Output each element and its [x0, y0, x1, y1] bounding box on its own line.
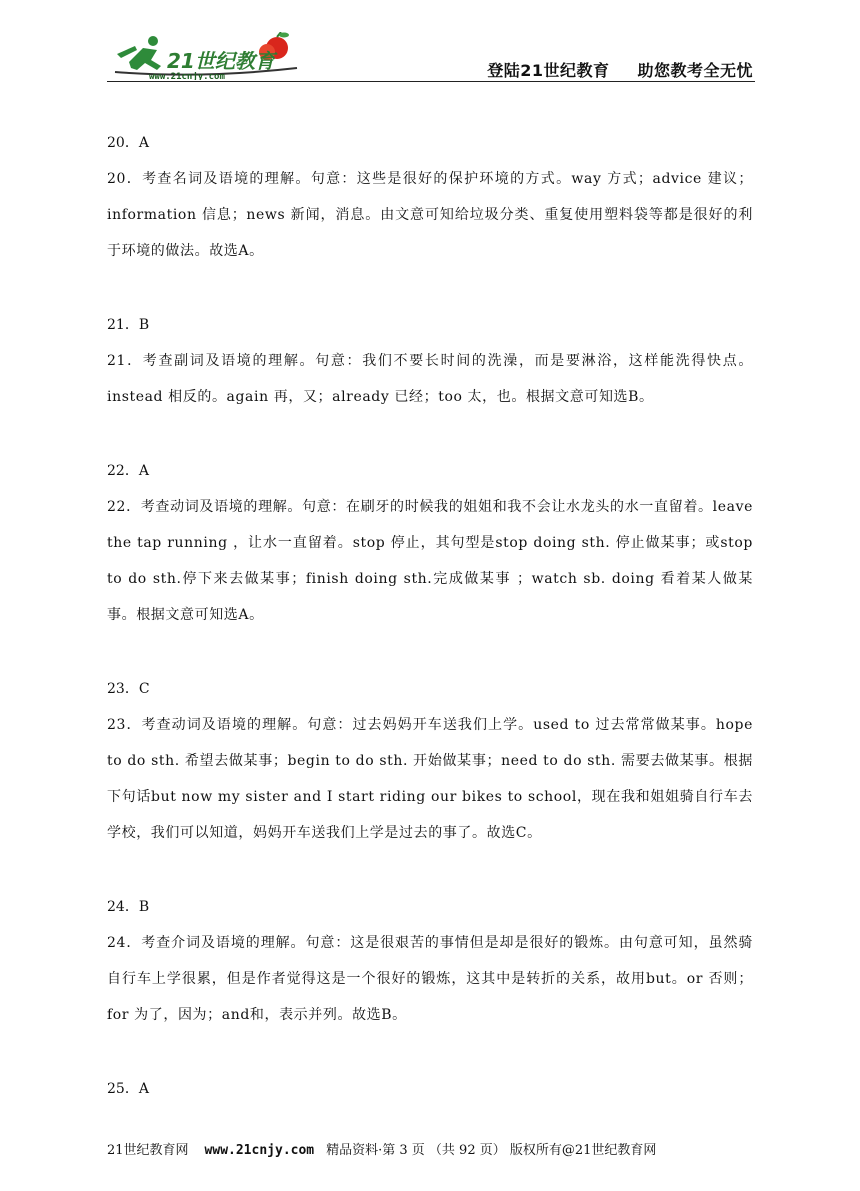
explanation-text: 24．考查介词及语境的理解。句意：这是很艰苦的事情但是却是很好的锻炼。由句意可知，虽然骑自行车上学很累，但是作者觉得这是一个很好的锻炼，这其中是转折的关系，故用but。or 否则；for 为了，因为；and和，表示并列。故选B。 [107, 935, 753, 1023]
answer-explanations [107, 125, 753, 1107]
21cnjy-logo [107, 32, 307, 80]
page-footer [107, 1139, 755, 1158]
footer-site-url[interactable]: www.21cnjy.com [204, 1143, 315, 1158]
answer-line: 20．A [107, 135, 149, 151]
header-slogan [487, 58, 753, 81]
question-20 [107, 125, 753, 269]
answer-line: 21．B [107, 317, 150, 333]
svg-text:21世纪教育: 21世纪教育 [167, 49, 275, 73]
question-24 [107, 889, 753, 1033]
explanation-text: 21．考查副词及语境的理解。句意：我们不要长时间的洗澡，而是要淋浴，这样能洗得快点。instead 相反的。again 再，又；already 已经；too 太，也。根据文意可知选B。 [107, 353, 753, 405]
footer-page-info: 精品资料·第 3 页 （共 92 页） 版权所有@21世纪教育网 [326, 1143, 657, 1158]
slogan-right: 助您教考全无忧 [637, 61, 753, 80]
answer-line: 22．A [107, 463, 149, 479]
page-header [107, 30, 755, 82]
footer-site-name: 21世纪教育网 [107, 1143, 189, 1158]
slogan-left: 登陆21世纪教育 [487, 61, 610, 80]
answer-line: 25．A [107, 1081, 149, 1097]
explanation-text: 20．考查名词及语境的理解。句意：这些是很好的保护环境的方式。way 方式；advice 建议；information 信息；news 新闻，消息。由文意可知给垃圾分类、重复使用塑料袋等都是很好的利于环境的做法。故选A。 [107, 171, 753, 259]
explanation-text: 22．考查动词及语境的理解。句意：在刷牙的时候我的姐姐和我不会让水龙头的水一直留着。leave the tap running ，让水一直留着。stop 停止，其句型是stop doing sth. 停止做某事；或stop to do sth.停下来去做某事；finish doing sth.完成做某事 ；watch sb. doing 看着某人做某事。根据文意可知选A。 [107, 499, 753, 623]
explanation-text: 23．考查动词及语境的理解。句意：过去妈妈开车送我们上学。used to 过去常常做某事。hope to do sth. 希望去做某事；begin to do sth. 开始做某事；need to do sth. 需要去做某事。根据下句话but now my sister and I start riding our bikes to school，现在我和姐姐骑自行车去学校，我们可以知道，妈妈开车送我们上学是过去的事了。故选C。 [107, 717, 753, 841]
svg-text:www.21cnjy.com: www.21cnjy.com [149, 72, 225, 80]
answer-line: 24．B [107, 899, 150, 915]
question-21 [107, 307, 753, 415]
question-23 [107, 671, 753, 851]
answer-line: 23．C [107, 681, 150, 697]
question-22 [107, 453, 753, 633]
question-25 [107, 1071, 753, 1107]
header-divider [107, 81, 755, 82]
